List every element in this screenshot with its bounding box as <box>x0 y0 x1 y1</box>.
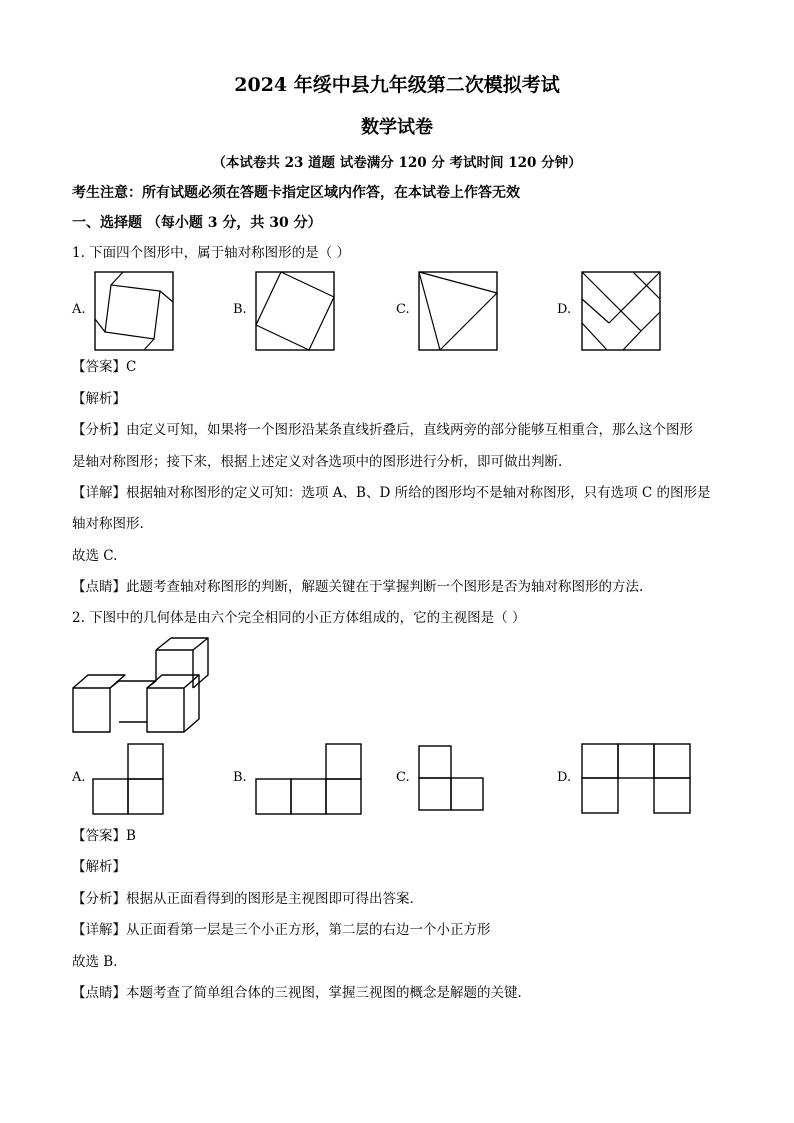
candidate-notice: 考生注意：所有试题必须在答题卡指定区域内作答，在本试卷上作答无效 <box>72 185 520 201</box>
xiangjie-tag: 【详解】 <box>72 485 126 501</box>
q1-option-b-figure <box>255 271 335 351</box>
q2-stem: 2. 下图中的几何体是由六个完全相同的小正方体组成的，它的主视图是（ ） <box>72 610 526 626</box>
xiangjie-tag: 【详解】 <box>72 922 126 938</box>
answer-tag: 【答案】 <box>72 359 126 375</box>
paper-subtitle: 数学试卷 <box>361 117 433 138</box>
q1-option-c-label: C. <box>396 302 410 317</box>
q1-dianjing <box>72 577 643 597</box>
q2-cube-solid-figure <box>72 637 212 737</box>
exam-title: 2024 年绥中县九年级第二次模拟考试 <box>234 74 560 96</box>
answer-value: C <box>126 359 137 375</box>
xiangjie-text: 根据轴对称图形的定义可知：选项 A、B、D 所给的图形均不是轴对称图形，只有选项 C 的图形是 <box>126 485 711 501</box>
q1-option-d-label: D. <box>557 302 572 317</box>
answer-tag: 【答案】 <box>72 828 126 844</box>
q2-dianjing <box>72 983 531 1003</box>
q2-option-d-label: D. <box>557 770 572 785</box>
q1-answer <box>72 357 136 377</box>
dianjing-tag: 【点睛】 <box>72 985 126 1001</box>
dianjing-text: 此题考查轴对称图形的判断，解题关键在于掌握判断一个图形是否为轴对称图形的方法. <box>126 579 644 595</box>
fenxi-text: 根据从正面看得到的图形是主视图即可得出答案． <box>126 891 423 907</box>
q1-xiangjie-line-2: 轴对称图形. <box>72 516 144 532</box>
q1-option-b-label: B. <box>233 302 247 317</box>
q2-answer <box>72 826 136 846</box>
q2-option-b-label: B. <box>233 770 247 785</box>
q1-stem: 1. 下面四个图形中，属于轴对称图形的是（ ） <box>72 245 350 261</box>
q2-option-c-label: C. <box>396 770 410 785</box>
exam-info: （本试卷共 23 道题 试卷满分 120 分 考试时间 120 分钟） <box>212 155 582 171</box>
q1-xiangjie-line-1 <box>72 483 711 503</box>
answer-value: B <box>126 828 136 844</box>
q2-option-d-figure <box>581 743 691 815</box>
q2-option-c-figure <box>418 745 486 811</box>
q2-option-a-label: A. <box>72 770 86 785</box>
q2-option-b-figure <box>255 743 363 815</box>
dianjing-tag: 【点睛】 <box>72 579 126 595</box>
xiangjie-text: 从正面看第一层是三个小正方形，第二层的右边一个小正方形 <box>126 922 491 938</box>
q2-fenxi <box>72 889 423 909</box>
q1-analysis-tag: 【解析】 <box>72 391 126 407</box>
q2-analysis-tag: 【解析】 <box>72 859 126 875</box>
dianjing-text: 本题考查了简单组合体的三视图，掌握三视图的概念是解题的关键． <box>126 985 531 1001</box>
q2-option-a-figure <box>93 743 165 815</box>
q1-fenxi-line-2: 是轴对称图形；接下来，根据上述定义对各选项中的图形进行分析，即可做出判断. <box>72 454 563 470</box>
section-heading: 一、选择题 （每小题 3 分，共 30 分） <box>72 215 322 231</box>
fenxi-tag: 【分析】 <box>72 891 126 907</box>
q1-option-a-figure <box>94 271 174 351</box>
q1-option-c-figure <box>418 271 498 351</box>
q1-option-a-label: A. <box>72 302 86 317</box>
fenxi-tag: 【分析】 <box>72 422 126 438</box>
q2-conclusion: 故选 B． <box>72 954 127 970</box>
q1-conclusion: 故选 C. <box>72 548 118 564</box>
q1-option-d-figure <box>581 271 661 351</box>
q2-xiangjie <box>72 920 491 940</box>
fenxi-text: 由定义可知，如果将一个图形沿某条直线折叠后，直线两旁的部分能够互相重合，那么这个图形 <box>126 422 693 438</box>
q1-fenxi-line-1 <box>72 420 693 440</box>
